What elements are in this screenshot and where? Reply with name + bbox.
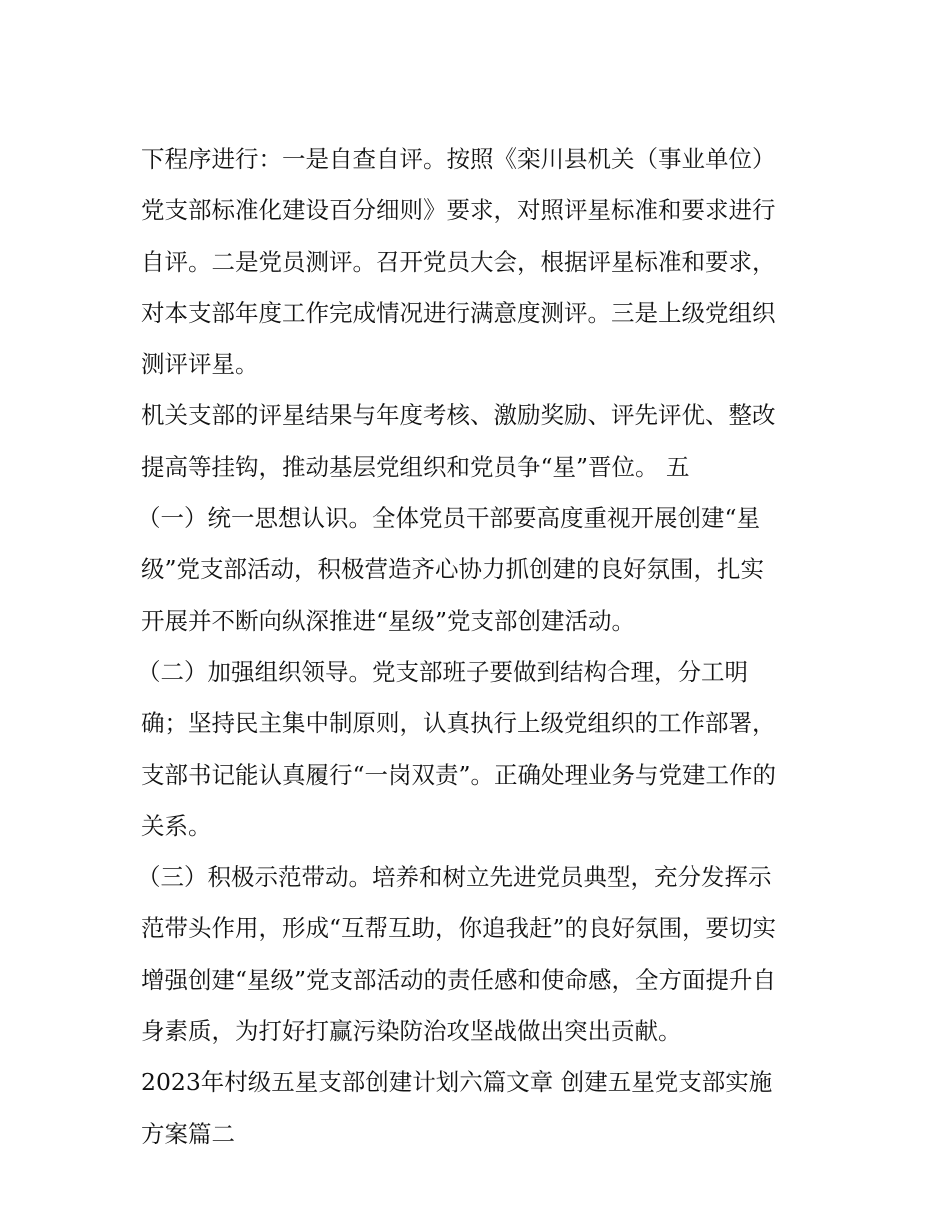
text-line: 提高等挂钩，推动基层党组织和党员争“星”晋位。 五 xyxy=(141,452,690,481)
section-heading-3: （三）积极示范带动。培养和树立先进党员典型，充分发挥示 xyxy=(137,863,772,892)
section-heading-2: （二）加强组织领导。党支部班子要做到结构合理，分工明 xyxy=(137,657,748,686)
text-line: 对本支部年度工作完成情况进行满意度测评。三是上级党组织 xyxy=(141,298,776,327)
text-line: 自评。二是党员测评。召开党员大会，根据评星标准和要求， xyxy=(141,247,776,276)
text-line: 机关支部的评星结果与年度考核、激励奖励、评先评优、整改 xyxy=(141,401,776,430)
document-body xyxy=(137,134,821,1160)
text-line: 范带头作用，形成“互帮互助，你追我赶”的良好氛围，要切实 xyxy=(141,914,777,943)
text-line: 支部书记能认真履行“一岗双责”。正确处理业务与党建工作的 xyxy=(141,760,777,789)
text-line: 下程序进行：一是自查自评。按照《栾川县机关（事业单位） xyxy=(141,145,776,173)
text-line: 开展并不断向纵深推进“星级”党支部创建活动。 xyxy=(141,606,636,635)
section-heading-1: （一）统一思想认识。全体党员干部要高度重视开展创建“星 xyxy=(137,504,761,533)
text-line: 党支部标准化建设百分细则》要求，对照评星标准和要求进行 xyxy=(141,196,776,225)
text-line: 增强创建“星级”党支部活动的责任感和使命感，全方面提升自 xyxy=(141,965,777,994)
text-line: 级”党支部活动，积极营造齐心协力抓创建的良好氛围，扎实 xyxy=(141,555,765,584)
text-line: 测评评星。 xyxy=(141,350,259,379)
text-line: 关系。 xyxy=(141,811,212,840)
text-line: 确；坚持民主集中制原则，认真执行上级党组织的工作部署， xyxy=(141,709,776,738)
article-title-line: 方案篇二 xyxy=(141,1119,235,1148)
article-title-line: 2023年村级五星支部创建计划六篇文章 创建五星党支部实施 xyxy=(141,1068,773,1097)
text-line: 身素质，为打好打赢污染防治攻坚战做出突出贡献。 xyxy=(141,1017,682,1046)
